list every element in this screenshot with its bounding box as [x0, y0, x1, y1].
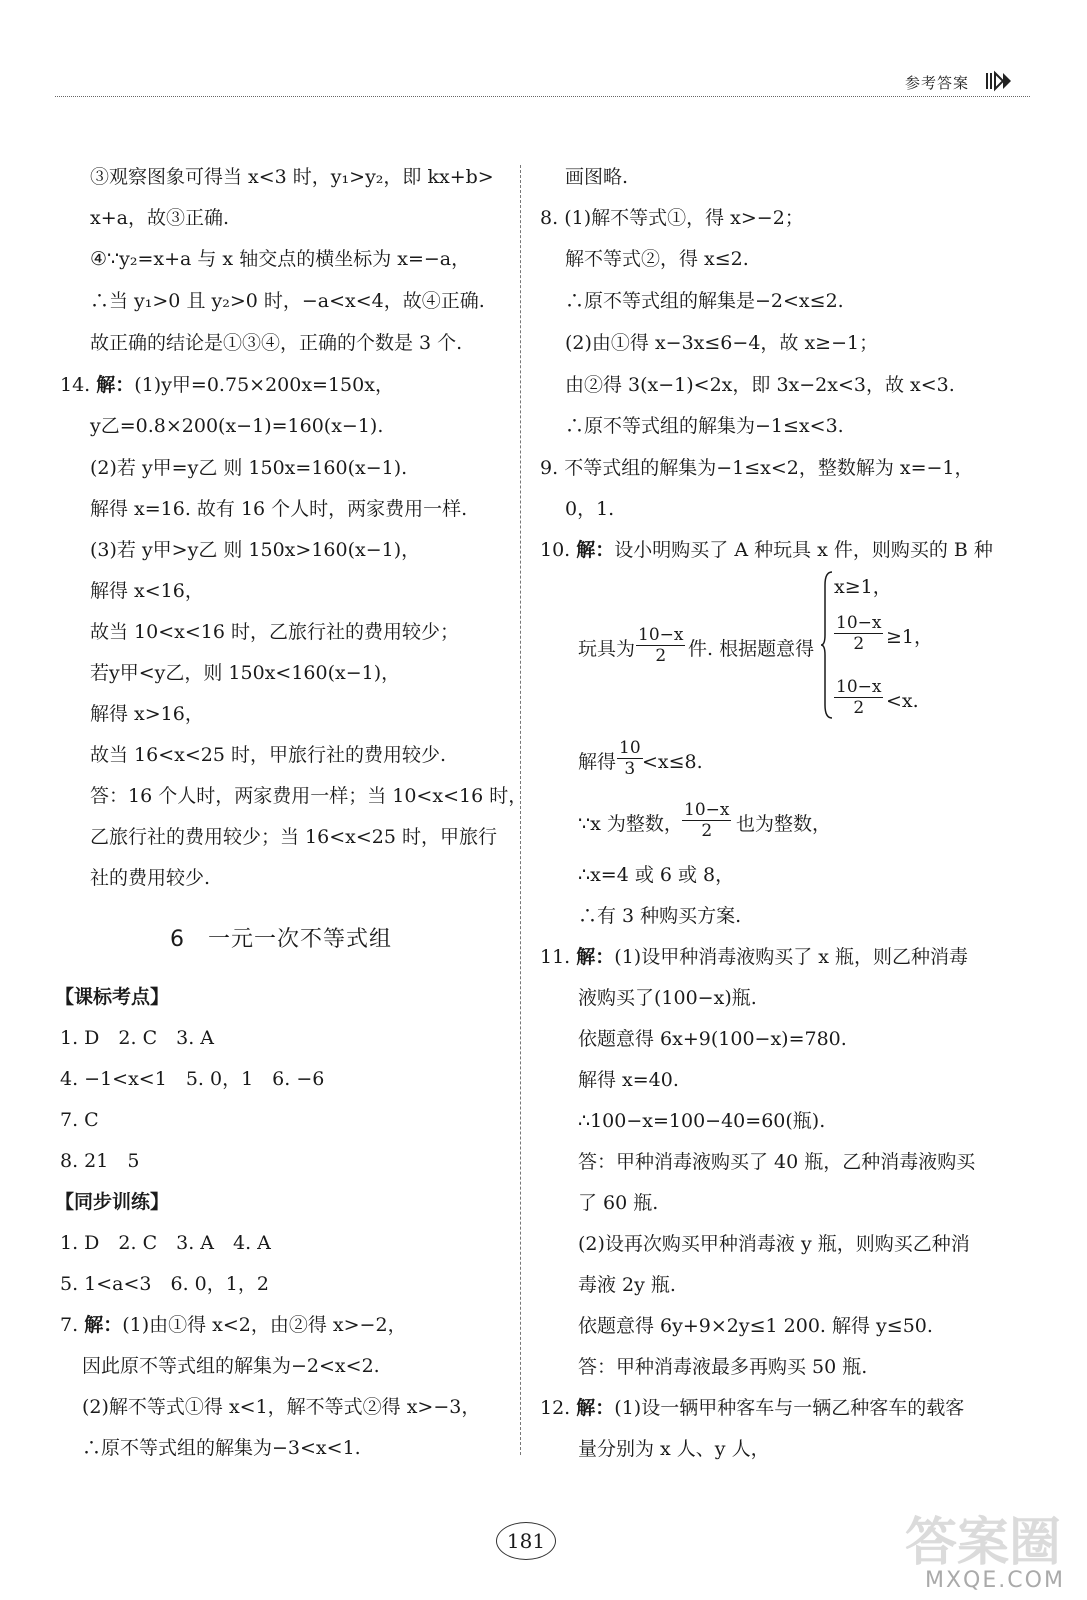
question-10: 10. 解：设小明购买了 A 种玩具 x 件，则购买的 B 种 — [540, 539, 993, 561]
section-title: 6 一元一次不等式组 — [170, 927, 392, 952]
text-line: 0，1. — [565, 498, 615, 520]
text-line: <x≤8. — [642, 751, 703, 773]
text-line: 由②得 3(x−1)<2x，即 3x−2x<3，故 x<3. — [565, 374, 955, 396]
text-line: ∴有 3 种购买方案. — [578, 905, 742, 927]
text-line: x≥1， — [834, 576, 892, 598]
svg-text:答案圈: 答案圈 — [905, 1513, 1062, 1573]
text-line: 画图略. — [565, 166, 629, 188]
question-11: 11. 解：(1)设甲种消毒液购买了 x 瓶，则乙种消毒 — [540, 946, 968, 968]
text-line: 依题意得 6x+9(100−x)=780. — [578, 1028, 847, 1050]
question-8: 8. (1)解不等式①，得 x>−2； — [540, 207, 804, 229]
text-line: 也为整数， — [736, 813, 832, 835]
text-line: (2)设再次购买甲种消毒液 y 瓶，则购买乙种消 — [578, 1233, 970, 1255]
text-line: ∴当 y₁>0 且 y₂>0 时，−a<x<4，故④正确. — [90, 290, 485, 312]
text-line: 答：甲种消毒液最多再购买 50 瓶. — [578, 1356, 868, 1378]
text-line: ④∵y₂=x+a 与 x 轴交点的横坐标为 x=−a， — [90, 248, 471, 270]
answer-line: 1. D 2. C 3. A — [60, 1027, 214, 1049]
text-line: ≥1， — [886, 626, 934, 648]
text-line: ∴原不等式组的解集为−3<x<1. — [82, 1437, 361, 1459]
question-9: 9. 不等式组的解集为−1≤x<2，整数解为 x=−1， — [540, 457, 974, 479]
question-12: 12. 解：(1)设一辆甲种客车与一辆乙种客车的载客 — [540, 1397, 965, 1419]
header-rule — [55, 96, 1030, 97]
section-heading: 【同步训练】 — [55, 1191, 170, 1213]
text-line: 社的费用较少. — [90, 867, 211, 889]
text-line: 解得 x=16. 故有 16 个人时，两家费用一样. — [90, 498, 468, 520]
text-line: (3)若 y甲>y乙 则 150x>160(x−1)， — [90, 539, 421, 561]
text-line: 故正确的结论是①③④，正确的个数是 3 个. — [90, 332, 463, 354]
text-line: 因此原不等式组的解集为−2<x<2. — [82, 1355, 380, 1377]
text-line: 解得 — [578, 751, 617, 773]
answer-line: 8. 21 5 — [60, 1150, 140, 1172]
text-line: x+a，故③正确. — [90, 207, 230, 229]
text-line: 解得 x<16， — [90, 580, 204, 602]
header-title: 参考答案 — [905, 74, 970, 92]
text-line: 若y甲<y乙，则 150x<160(x−1)， — [90, 662, 401, 684]
text-line: (2)解不等式①得 x<1，解不等式②得 x>−3， — [82, 1396, 481, 1418]
text-line: ∴原不等式组的解集为−1≤x<3. — [565, 415, 844, 437]
text-line: 玩具为 — [578, 638, 636, 660]
answer-line: 5. 1<a<3 6. 0，1，2 — [60, 1273, 269, 1295]
text-line: ③观察图象可得当 x<3 时，y₁>y₂，即 kx+b> — [90, 166, 494, 188]
brace-icon — [820, 570, 834, 720]
fraction: $\frac{10-x}{2}$ — [638, 625, 684, 666]
text-line: 故当 16<x<25 时，甲旅行社的费用较少. — [90, 744, 447, 766]
text-line: 故当 10<x<16 时，乙旅行社的费用较少； — [90, 621, 459, 643]
fraction: $\frac{10-x}{2}$ — [684, 800, 730, 841]
question-14: 14. 解：(1)y甲=0.75×200x=150x， — [60, 374, 394, 396]
section-heading: 【课标考点】 — [55, 986, 170, 1008]
text-line: ∴原不等式组的解集是−2<x≤2. — [565, 290, 844, 312]
page-number: 181 — [496, 1522, 556, 1560]
text-line: 量分别为 x 人、y 人， — [578, 1438, 770, 1460]
column-divider — [520, 165, 521, 1455]
text-line: 解不等式②，得 x≤2. — [565, 248, 749, 270]
text-line: 答：甲种消毒液购买了 40 瓶，乙种消毒液购买 — [578, 1151, 976, 1173]
text-line: (2)由①得 x−3x≤6−4，故 x≥−1； — [565, 332, 879, 354]
text-line: ∴x=4 或 6 或 8， — [578, 864, 735, 886]
fraction: $\frac{10}{3}$ — [619, 738, 641, 779]
text-line: 答：16 个人时，两家费用一样；当 10<x<16 时， — [90, 785, 528, 807]
text-line: 解得 x=40. — [578, 1069, 679, 1091]
text-line: 毒液 2y 瓶. — [578, 1274, 676, 1296]
fraction: $\frac{10-x}{2}$ — [836, 613, 882, 654]
answer-line: 7. C — [60, 1109, 99, 1131]
answer-line: 4. −1<x<1 5. 0，1 6. −6 — [60, 1068, 325, 1090]
fraction: $\frac{10-x}{2}$ — [836, 677, 882, 718]
text-line: <x. — [886, 690, 919, 712]
text-line: 件. 根据题意得 — [688, 638, 815, 660]
text-line: y乙=0.8×200(x−1)=160(x−1). — [90, 415, 384, 437]
watermark-text: MXQE.COM — [925, 1568, 1065, 1593]
question-7: 7. 解：(1)由①得 x<2，由②得 x>−2， — [60, 1314, 407, 1336]
text-line: (2)若 y甲=y乙 则 150x=160(x−1). — [90, 457, 408, 479]
arrow-icon — [985, 70, 1033, 96]
text-line: 液购买了(100−x)瓶. — [578, 987, 757, 1009]
text-line: ∵x 为整数， — [578, 813, 683, 835]
answer-line: 1. D 2. C 3. A 4. A — [60, 1232, 271, 1254]
text-line: 解得 x>16， — [90, 703, 204, 725]
text-line: 乙旅行社的费用较少；当 16<x<25 时，甲旅行 — [90, 826, 497, 848]
text-line: 依题意得 6y+9×2y≤1 200. 解得 y≤50. — [578, 1315, 933, 1337]
text-line: 了 60 瓶. — [578, 1192, 659, 1214]
text-line: ∴100−x=100−40=60(瓶). — [578, 1110, 826, 1132]
